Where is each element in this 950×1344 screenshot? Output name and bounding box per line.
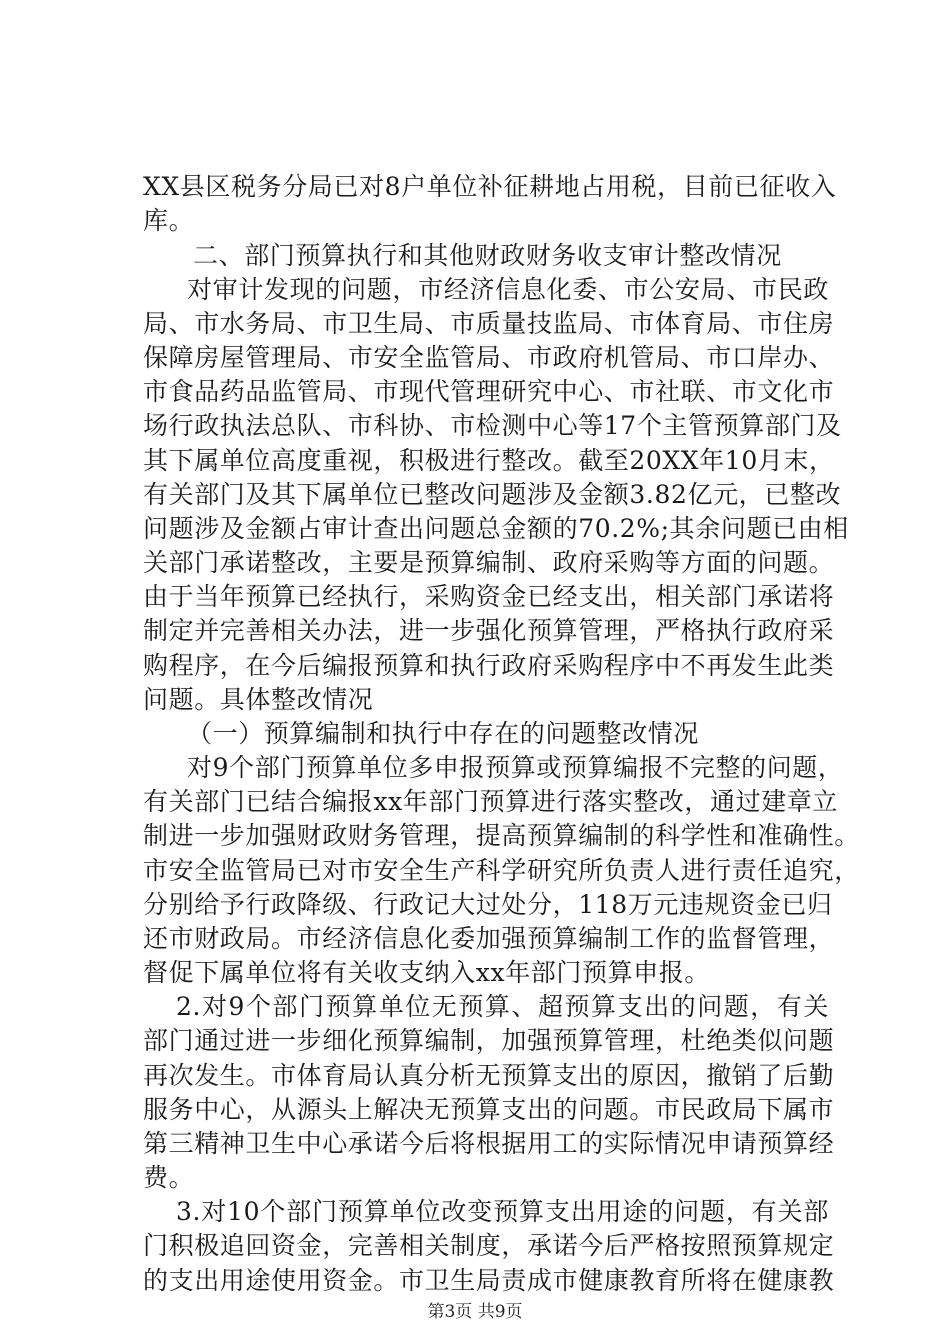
text-line: 市安全监管局已对市安全生产科学研究所负责人进行责任追究， xyxy=(143,856,860,885)
text-line: 第三精神卫生中心承诺今后将根据用工的实际情况申请预算经 xyxy=(143,1129,835,1158)
text-line: 再次发生。市体育局认真分析无预算支出的原因，撤销了后勤 xyxy=(143,1061,835,1090)
text-line: 制定并完善相关办法，进一步强化预算管理，严格执行政府采 xyxy=(143,616,835,645)
text-line: 局、市水务局、市卫生局、市质量技监局、市体育局、市住房 xyxy=(143,309,835,338)
text-line: 分别给予行政降级、行政记大过处分，118万元违规资金已归 xyxy=(143,890,833,919)
text-line: 场行政执法总队、市科协、市检测中心等17个主管预算部门及 xyxy=(143,411,842,440)
text-line: 制进一步加强财政财务管理，提高预算编制的科学性和准确性。 xyxy=(143,821,860,850)
text-line: 门积极追回资金，完善相关制度，承诺今后严格按照预算规定 xyxy=(143,1231,835,1260)
text-line: 市食品药品监管局、市现代管理研究中心、市社联、市文化市 xyxy=(143,377,835,406)
section-heading: 二、部门预算执行和其他财政财务收支审计整改情况 xyxy=(193,241,782,270)
text-line: 关部门承诺整改，主要是预算编制、政府采购等方面的问题。 xyxy=(143,548,835,577)
text-line: 费。 xyxy=(143,1163,195,1192)
text-line: 问题。具体整改情况 xyxy=(143,685,374,714)
text-line: 购程序，在今后编报预算和执行政府采购程序中不再发生此类 xyxy=(143,651,835,680)
page-number: 第3页 共9页 xyxy=(427,1302,523,1322)
page-footer xyxy=(0,1301,950,1323)
text-line: 还市财政局。市经济信息化委加强预算编制工作的监督管理， xyxy=(143,924,835,953)
text-line: 服务中心，从源头上解决无预算支出的问题。市民政局下属市 xyxy=(143,1095,835,1124)
text-line: 对审计发现的问题，市经济信息化委、市公安局、市民政 xyxy=(187,275,829,304)
text-line: 有关部门及其下属单位已整改问题涉及金额3.82亿元，已整改 xyxy=(143,480,842,509)
text-line: 的支出用途使用资金。市卫生局责成市健康教育所将在健康教 xyxy=(143,1266,835,1295)
text-line: 3.对10个部门预算单位改变预算支出用途的问题，有关部 xyxy=(176,1197,829,1226)
subsection-heading: （一）预算编制和执行中存在的问题整改情况 xyxy=(187,719,700,748)
text-line: 对9个部门预算单位多申报预算或预算编报不完整的问题， xyxy=(187,753,844,782)
text-line: 督促下属单位将有关收支纳入xx年部门预算申报。 xyxy=(143,958,710,987)
text-line: XX县区税务分局已对8户单位补征耕地占用税，目前已征收入 xyxy=(143,172,837,201)
text-line: 库。 xyxy=(143,206,195,235)
text-line: 部门通过进一步细化预算编制，加强预算管理，杜绝类似问题 xyxy=(143,1026,835,1055)
text-line: 其下属单位高度重视，积极进行整改。截至20XX年10月末， xyxy=(143,446,835,475)
text-line: 问题涉及金额占审计查出问题总金额的70.2%;其余问题已由相 xyxy=(143,514,849,543)
text-line: 由于当年预算已经执行，采购资金已经支出，相关部门承诺将 xyxy=(143,582,835,611)
text-line: 保障房屋管理局、市安全监管局、市政府机管局、市口岸办、 xyxy=(143,343,835,372)
text-line: 有关部门已结合编报xx年部门预算进行落实整改，通过建章立 xyxy=(143,787,839,816)
text-line: 2.对9个部门预算单位无预算、超预算支出的问题，有关 xyxy=(176,992,829,1021)
